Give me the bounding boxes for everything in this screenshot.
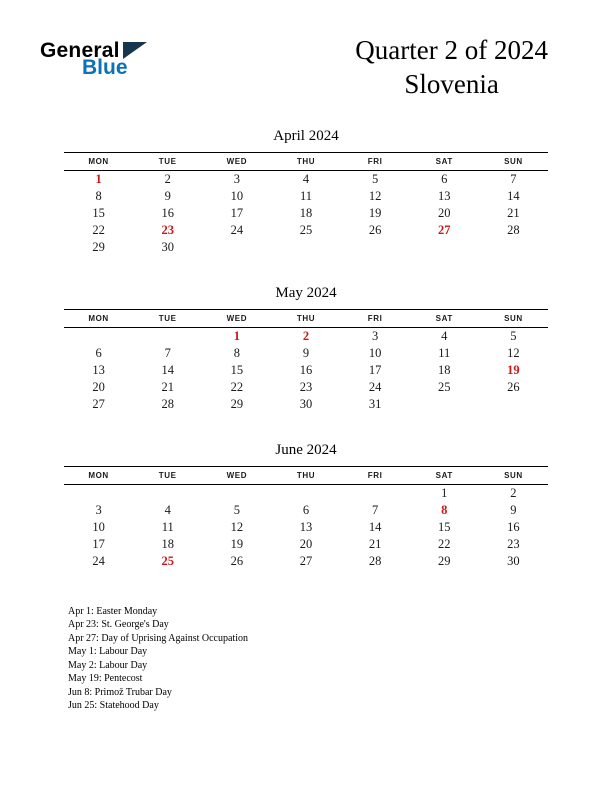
empty-cell xyxy=(202,484,271,502)
day-cell: 23 xyxy=(161,222,174,237)
day-cell: 1 xyxy=(95,171,102,186)
weekday-header: TUE xyxy=(133,152,202,170)
day-cell: 26 xyxy=(507,379,520,394)
day-cell: 17 xyxy=(92,536,105,551)
weekday-header-row xyxy=(64,309,548,327)
month-title: May 2024 xyxy=(275,284,337,301)
month-may-2024 xyxy=(64,285,548,413)
day-cell: 25 xyxy=(161,553,174,568)
month-table xyxy=(64,466,548,570)
day-cell: 8 xyxy=(95,188,102,203)
empty-cell xyxy=(271,239,340,256)
day-cell: 10 xyxy=(368,345,382,360)
holiday-note: May 19: Pentecost xyxy=(68,673,143,684)
weekday-header: WED xyxy=(202,152,271,170)
day-cell: 22 xyxy=(92,222,105,237)
week-row xyxy=(64,502,548,519)
empty-cell xyxy=(133,484,202,502)
holiday-notes xyxy=(0,599,612,713)
week-row xyxy=(64,536,548,553)
weekday-header: SUN xyxy=(479,466,548,484)
weekday-header: SAT xyxy=(410,152,479,170)
weekday-header: SUN xyxy=(479,309,548,327)
day-cell: 30 xyxy=(299,396,313,411)
day-cell: 13 xyxy=(92,362,105,377)
day-cell: 7 xyxy=(164,345,171,360)
weekday-header: FRI xyxy=(341,309,410,327)
weekday-header: SAT xyxy=(410,466,479,484)
holiday-note: Jun 25: Statehood Day xyxy=(68,700,159,711)
page-header xyxy=(0,34,612,102)
empty-cell xyxy=(479,396,548,413)
month-april-2024 xyxy=(64,128,548,256)
logo-text-blue: Blue xyxy=(82,56,128,79)
day-cell: 16 xyxy=(507,519,520,534)
empty-cell xyxy=(271,484,340,502)
day-cell: 8 xyxy=(233,345,240,360)
day-cell: 25 xyxy=(299,222,313,237)
holiday-note: Jun 8: Primož Trubar Day xyxy=(68,686,172,698)
week-row xyxy=(64,379,548,396)
day-cell: 4 xyxy=(164,502,171,517)
week-row xyxy=(64,519,548,536)
day-cell: 7 xyxy=(372,502,379,517)
weekday-header: TUE xyxy=(133,309,202,327)
day-cell: 27 xyxy=(92,396,105,411)
day-cell: 7 xyxy=(510,171,517,186)
weekday-header: FRI xyxy=(341,152,410,170)
day-cell: 18 xyxy=(438,362,451,377)
logo-text-general: General xyxy=(40,39,120,62)
day-cell: 12 xyxy=(507,345,520,360)
day-cell: 12 xyxy=(230,519,244,534)
weekday-header-row xyxy=(64,466,548,484)
day-cell: 29 xyxy=(92,239,105,254)
weekday-header: THU xyxy=(271,309,340,327)
day-cell: 11 xyxy=(161,519,174,534)
empty-cell xyxy=(341,239,410,256)
day-cell: 24 xyxy=(368,379,382,394)
day-cell: 13 xyxy=(299,519,313,534)
weekday-header: TUE xyxy=(133,466,202,484)
day-cell: 15 xyxy=(438,519,451,534)
day-cell: 31 xyxy=(368,396,382,411)
week-row xyxy=(64,484,548,502)
day-cell: 27 xyxy=(299,553,313,568)
day-cell: 9 xyxy=(302,345,310,360)
weekday-header: MON xyxy=(64,152,133,170)
week-row xyxy=(64,345,548,362)
weekday-header-row xyxy=(64,152,548,170)
day-cell: 24 xyxy=(230,222,244,237)
week-row xyxy=(64,239,548,256)
day-cell: 14 xyxy=(507,188,520,203)
weekday-header: SUN xyxy=(479,152,548,170)
day-cell: 23 xyxy=(507,536,520,551)
weekday-header: SAT xyxy=(410,309,479,327)
week-row xyxy=(64,222,548,239)
page-title xyxy=(355,34,548,102)
day-cell: 10 xyxy=(92,519,105,534)
month-table xyxy=(64,152,548,256)
day-cell: 21 xyxy=(368,536,382,551)
day-cell: 1 xyxy=(441,485,448,500)
day-cell: 30 xyxy=(507,553,520,568)
day-cell: 20 xyxy=(92,379,105,394)
day-cell: 16 xyxy=(299,362,313,377)
day-cell: 22 xyxy=(230,379,244,394)
day-cell: 25 xyxy=(438,379,451,394)
day-cell: 28 xyxy=(368,553,382,568)
weekday-header: THU xyxy=(271,152,340,170)
day-cell: 4 xyxy=(441,328,448,343)
day-cell: 28 xyxy=(161,396,174,411)
day-cell: 19 xyxy=(507,362,520,377)
day-cell: 6 xyxy=(302,502,310,517)
month-title: June 2024 xyxy=(275,441,337,458)
day-cell: 2 xyxy=(510,485,517,500)
weekday-header: WED xyxy=(202,309,271,327)
general-blue-logo xyxy=(40,34,147,78)
day-cell: 6 xyxy=(95,345,102,360)
week-row xyxy=(64,362,548,379)
day-cell: 26 xyxy=(230,553,244,568)
day-cell: 13 xyxy=(438,188,451,203)
empty-cell xyxy=(410,239,479,256)
day-cell: 4 xyxy=(302,171,310,186)
empty-cell xyxy=(64,327,133,345)
weekday-header: THU xyxy=(271,466,340,484)
empty-cell xyxy=(133,327,202,345)
day-cell: 20 xyxy=(299,536,313,551)
day-cell: 17 xyxy=(230,205,244,220)
day-cell: 5 xyxy=(372,171,379,186)
holiday-note: Apr 23: St. George's Day xyxy=(68,619,169,630)
day-cell: 16 xyxy=(161,205,174,220)
day-cell: 10 xyxy=(230,188,244,203)
day-cell: 1 xyxy=(233,328,240,343)
page-title-line1: Quarter 2 of 2024 xyxy=(355,35,548,65)
weekday-header: WED xyxy=(202,466,271,484)
day-cell: 8 xyxy=(441,502,448,517)
day-cell: 2 xyxy=(302,328,310,343)
day-cell: 28 xyxy=(507,222,520,237)
day-cell: 27 xyxy=(438,222,451,237)
day-cell: 21 xyxy=(161,379,174,394)
day-cell: 30 xyxy=(161,239,174,254)
weekday-header: FRI xyxy=(341,466,410,484)
holiday-note: Apr 27: Day of Uprising Against Occupation xyxy=(68,632,248,644)
day-cell: 29 xyxy=(230,396,244,411)
holiday-note: Apr 1: Easter Monday xyxy=(68,605,158,617)
day-cell: 6 xyxy=(441,171,448,186)
day-cell: 12 xyxy=(368,188,382,203)
holiday-note: May 2: Labour Day xyxy=(68,659,148,671)
day-cell: 17 xyxy=(368,362,382,377)
week-row xyxy=(64,205,548,222)
day-cell: 14 xyxy=(161,362,174,377)
day-cell: 21 xyxy=(507,205,520,220)
weekday-header: MON xyxy=(64,466,133,484)
day-cell: 15 xyxy=(230,362,244,377)
day-cell: 5 xyxy=(510,328,517,343)
day-cell: 18 xyxy=(299,205,313,220)
day-cell: 23 xyxy=(299,379,313,394)
day-cell: 11 xyxy=(438,345,451,360)
week-row xyxy=(64,170,548,188)
day-cell: 3 xyxy=(95,502,102,517)
week-row xyxy=(64,396,548,413)
day-cell: 18 xyxy=(161,536,174,551)
month-title: April 2024 xyxy=(273,127,339,144)
week-row xyxy=(64,553,548,570)
day-cell: 9 xyxy=(510,502,517,517)
month-june-2024 xyxy=(64,442,548,570)
day-cell: 26 xyxy=(368,222,382,237)
day-cell: 19 xyxy=(230,536,244,551)
day-cell: 20 xyxy=(438,205,451,220)
empty-cell xyxy=(341,484,410,502)
empty-cell xyxy=(479,239,548,256)
day-cell: 2 xyxy=(164,171,171,186)
weekday-header: MON xyxy=(64,309,133,327)
day-cell: 14 xyxy=(368,519,382,534)
day-cell: 11 xyxy=(299,188,313,203)
page-title-line2: Slovenia xyxy=(404,68,499,99)
holiday-note: May 1: Labour Day xyxy=(68,646,148,657)
day-cell: 5 xyxy=(233,502,240,517)
week-row xyxy=(64,327,548,345)
empty-cell xyxy=(410,396,479,413)
month-table xyxy=(64,309,548,413)
day-cell: 15 xyxy=(92,205,105,220)
empty-cell xyxy=(64,484,133,502)
day-cell: 29 xyxy=(438,553,451,568)
day-cell: 3 xyxy=(372,328,379,343)
day-cell: 19 xyxy=(368,205,382,220)
empty-cell xyxy=(202,239,271,256)
week-row xyxy=(64,188,548,205)
day-cell: 9 xyxy=(164,188,171,203)
day-cell: 22 xyxy=(438,536,451,551)
months xyxy=(0,128,612,570)
day-cell: 3 xyxy=(233,171,240,186)
day-cell: 24 xyxy=(92,553,105,568)
